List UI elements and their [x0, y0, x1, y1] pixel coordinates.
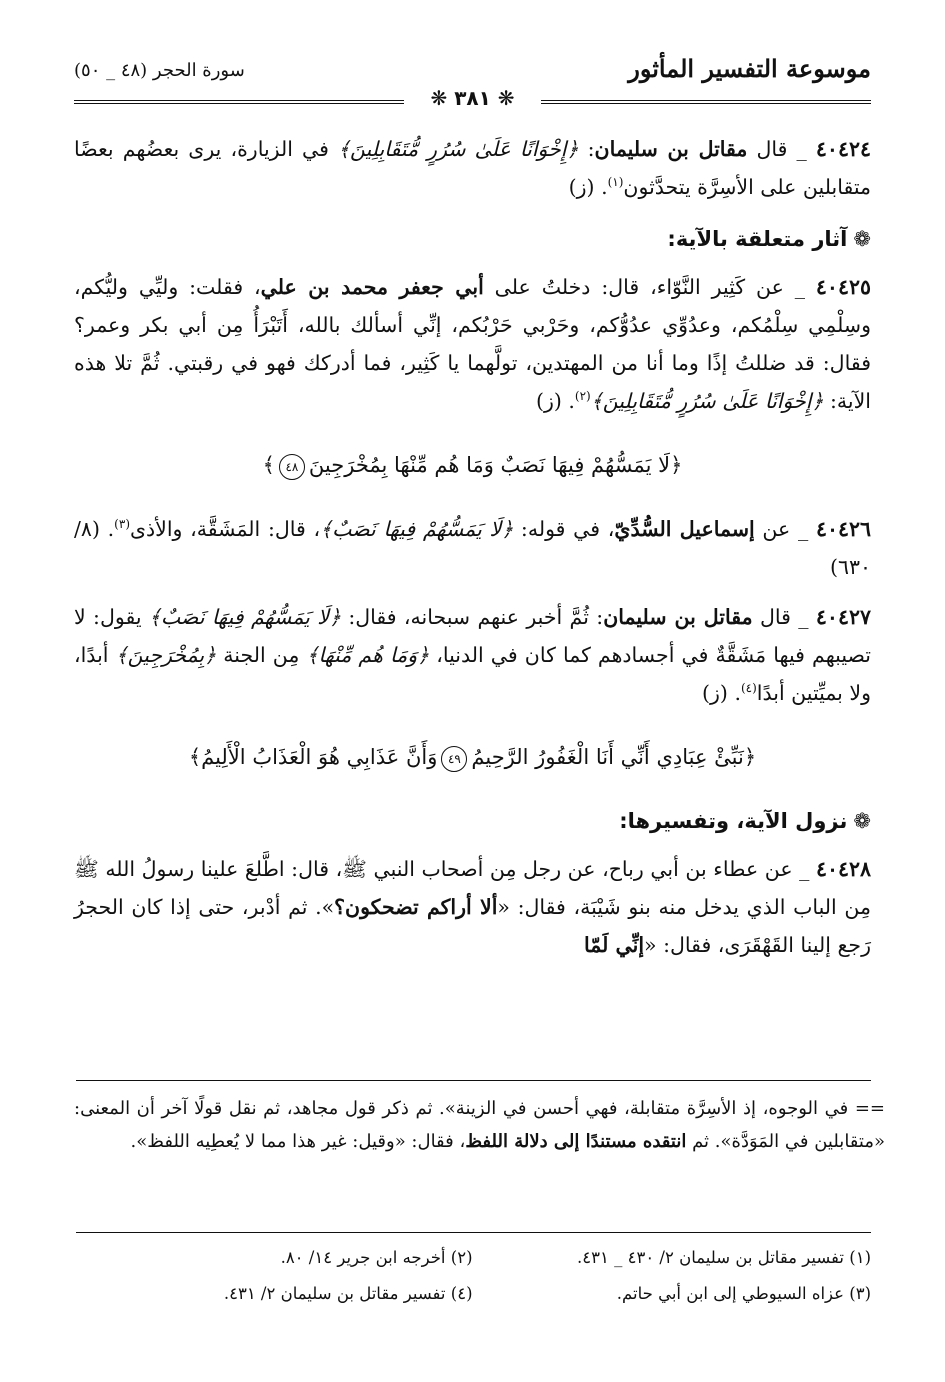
footnotes: [74, 1240, 871, 1312]
narration-lead: _ قال: [752, 605, 809, 629]
verse-text: ﴿لَا يَمَسُّهُمْ فِيهَا نَصَبٌ وَمَا هُم مِّنْهَا بِمُخْرَجِينَ: [308, 453, 683, 477]
narration-text: ، قال: المَشَقَّة، والأذى: [130, 517, 321, 541]
quran-quote: ﴿إِخْوَانًا عَلَىٰ سُرُرٍ مُّتَقَابِلِينَ﴾: [590, 389, 824, 413]
narration-40427: [74, 598, 871, 712]
narration-number: ٤٠٤٢٥: [815, 275, 871, 299]
footnote-separator-short: [76, 1232, 871, 1233]
narrator-name: مقاتل بن سليمان: [594, 137, 748, 161]
narration-number: ٤٠٤٢٦: [815, 517, 871, 541]
footnote-bold-text: انتقده مستندًا إلى دلالة اللفظ: [465, 1131, 687, 1152]
verse-48: [74, 446, 871, 484]
footnote-row: [74, 1240, 871, 1276]
footnote-continuation: [74, 1092, 885, 1158]
verse-text: وَأَنَّ عَذَابِي هُوَ الْعَذَابُ الْأَلِيمُ﴾: [188, 745, 438, 769]
narration-colon: :: [578, 137, 595, 161]
verse-49-50: [74, 738, 871, 776]
narration-source-tag: . (ز): [535, 389, 575, 413]
narration-text: _ عن عطاء بن أبي رباح، عن رجل مِن أصحاب النبي ﷺ، قال: اطَّلعَ علينا رسولُ الله ﷺ مِن الباب الذي يدخل منه بنو شَيْبَة، فقال: «: [74, 857, 871, 919]
narrator-name: مقاتل بن سليمان: [603, 605, 753, 629]
page-number-value: ٣٨١: [454, 86, 491, 110]
narration-40425: [74, 268, 871, 420]
ayah-number-icon: ٤٨: [279, 454, 305, 480]
narration-40428: [74, 850, 871, 964]
narration-40426: [74, 510, 871, 586]
footnote-separator: [76, 1080, 871, 1081]
narration-number: ٤٠٤٢٧: [815, 605, 871, 629]
narration-source-tag: . (ز): [702, 681, 741, 705]
footnote-1: (١) تفسير مقاتل بن سليمان ٢/ ٤٣٠ _ ٤٣١.: [577, 1248, 871, 1267]
flower-ornament-icon: ❁: [853, 227, 871, 251]
section-heading-revelation: [74, 802, 871, 840]
main-text: [74, 130, 871, 976]
continuation-marker: ==: [854, 1098, 885, 1119]
narration-number: ٤٠٤٢٤: [815, 137, 871, 161]
footnote-2: (٢) أخرجه ابن جرير ١٤/ ٨٠.: [280, 1248, 473, 1267]
hadith-quote: إنِّي لَمّا: [584, 933, 645, 957]
narration-text: يقول: لا تصيبهم فيها مَشَقَّةٌ في أجسادهم كما كان في الدنيا،: [74, 605, 871, 667]
narrator-name: إسماعيل السُّدِّيّ: [614, 517, 755, 541]
narration-source-tag: . (٨/ ٦٣٠): [74, 517, 871, 579]
section-heading-related-athar: [74, 220, 871, 258]
narration-text: مِن الجنة: [216, 643, 307, 667]
narrator-name: أبي جعفر محمد بن علي: [260, 275, 484, 299]
footnote-4: (٤) تفسير مقاتل بن سليمان ٢/ ٤٣١.: [223, 1284, 473, 1303]
narration-source-tag: . (ز): [568, 175, 608, 199]
quran-quote: ﴿لَا يَمَسُّهُمْ فِيهَا نَصَبٌ﴾: [320, 517, 514, 541]
footnote-3: (٣) عزاه السيوطي إلى ابن أبي حاتم.: [616, 1284, 871, 1303]
page-ornament-icon: ❋: [430, 86, 455, 110]
header-rule-right: [541, 100, 871, 104]
footnote-text: في الوجوه، إذ الأسِرَّة متقابلة، فهي أحسن في الزينة». ثم ذكر قول مجاهد، ثم نقل قولًا آخر أن المعنى: «متقابلين في المَوَدَّة». ثم: [74, 1098, 885, 1152]
verse-text: ﴿نَبِّئْ عِبَادِي أَنِّي أَنَا الْغَفُورُ الرَّحِيمُ: [471, 745, 757, 769]
footnote-ref[interactable]: (٣): [114, 517, 130, 532]
section-heading-text: آثار متعلقة بالآية:: [667, 227, 848, 251]
narration-40424: [74, 130, 871, 206]
narration-text: : ثُمَّ أخبر عنهم سبحانه، فقال:: [340, 605, 604, 629]
quran-quote: ﴿لَا يَمَسُّهُمْ فِيهَا نَصَبٌ﴾: [148, 605, 341, 629]
narration-text: ». ثم أدْبر، حتى إذا كان الحجرُ رَجع إلينا القَهْقَرَى، فقال: «: [74, 895, 871, 957]
footnote-ref[interactable]: (٤): [740, 681, 757, 696]
narration-text: ، في قوله:: [513, 517, 615, 541]
surah-range: سورة الحجر (٤٨ _ ٥٠): [74, 60, 245, 81]
section-heading-text: نزول الآية، وتفسيرها:: [619, 809, 848, 833]
narration-lead: _ عن: [754, 517, 809, 541]
narration-text: أبدًا، ولا بميِّتين أبدًا: [74, 643, 871, 705]
flower-ornament-icon: ❁: [853, 809, 871, 833]
book-title: موسوعة التفسير المأثور: [628, 54, 871, 83]
page-ornament-icon: ❋: [490, 86, 515, 110]
header-rule-left: [74, 100, 404, 104]
narration-text: في الزيارة، يرى بعضُهم بعضًا متقابلين على الأسِرَّة يتحدَّثون: [74, 137, 871, 199]
quran-quote: ﴿إِخْوَانًا عَلَىٰ سُرُرٍ مُّتَقَابِلِينَ﴾: [338, 137, 579, 161]
verse-close-bracket: ﴾: [262, 453, 275, 477]
quran-quote: ﴿بِمُخْرَجِينَ﴾: [115, 643, 217, 667]
narration-text: ، فقلت: وليِّي وليُّكم، وسِلْمِي سِلْمُكم، وعدُوِّي عدُوُّكم، وحَرْبي حَرْبُكم، إنِّي أسألك بالله، أَتَبْرَأُ مِن أبي بكر وعمر؟ فقال: قد ضللتُ إذًا وما أنا من المهتدين، تولَّهما يا كَثِير، فما أدركك فهو في رقبتي. ثُمَّ تلا هذه الآية:: [74, 275, 871, 413]
footnote-text: ، فقال: «وقيل: غير هذا مما لا يُعطِيه اللفظ».: [130, 1131, 466, 1152]
footnote-row: [74, 1276, 871, 1312]
page-number: [430, 86, 514, 110]
narration-lead: _ عن كَثِير النَّوّاء، قال: دخلتُ على: [483, 275, 805, 299]
narration-lead: _ قال: [747, 137, 807, 161]
hadith-quote: ألا أراكم تضحكون؟: [334, 895, 498, 919]
narration-number: ٤٠٤٢٨: [815, 857, 871, 881]
quran-quote: ﴿وَمَا هُم مِّنْهَا﴾: [306, 643, 430, 667]
ayah-number-icon: ٤٩: [441, 746, 467, 772]
footnote-ref[interactable]: (١): [607, 175, 624, 190]
footnote-ref[interactable]: (٢): [574, 389, 591, 404]
